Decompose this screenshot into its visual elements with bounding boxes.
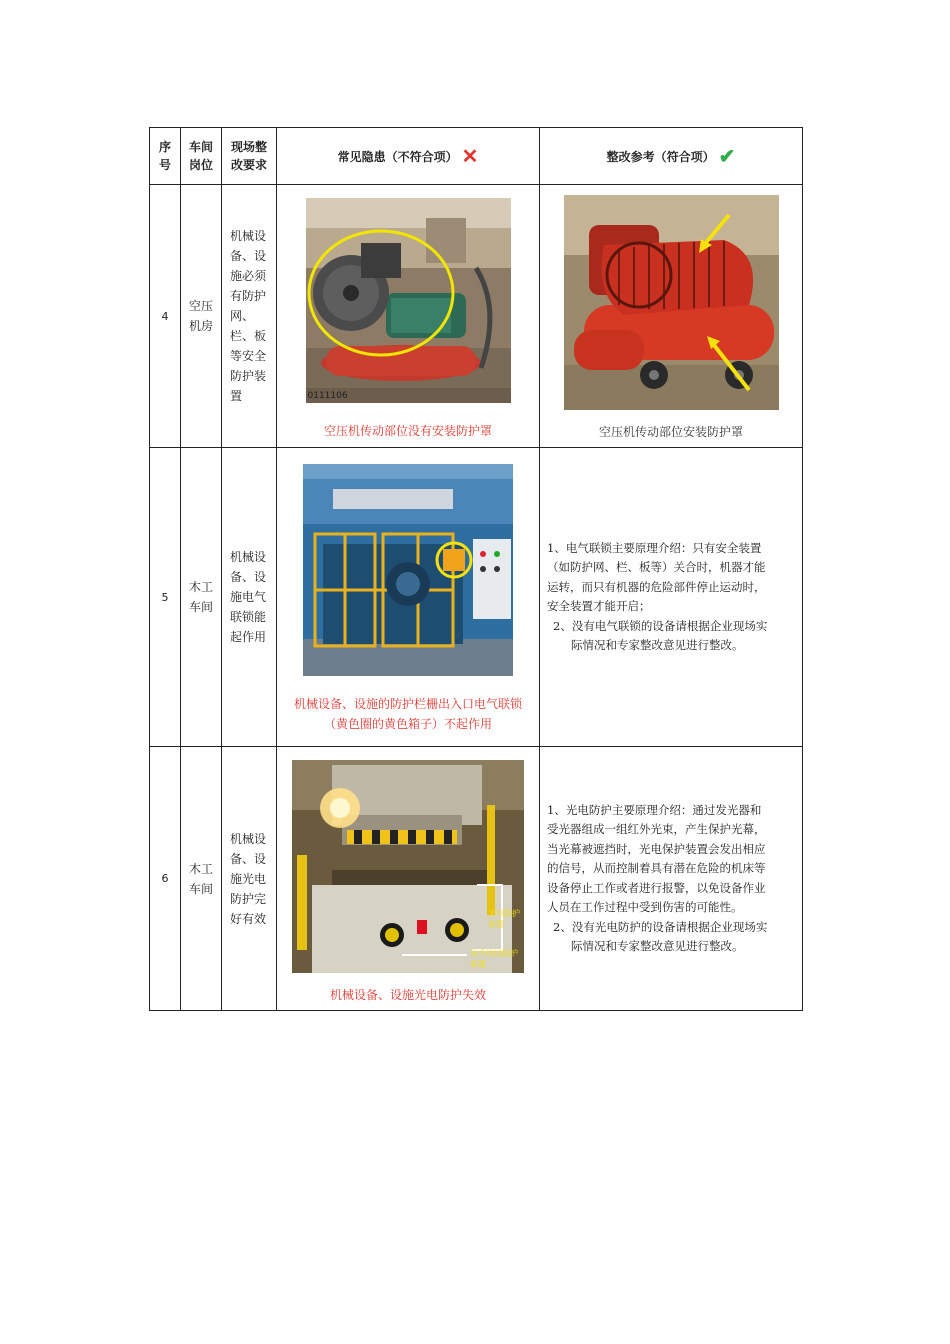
photo-watermark: 0111106: [307, 390, 348, 401]
cross-icon: ✕: [461, 143, 479, 168]
interlock-guard-photo: [303, 464, 513, 676]
compressor-no-guard-photo: [306, 198, 511, 403]
hazard-caption-line-1: 机械设备、设施的防护栏栅出入口电气联锁: [293, 697, 522, 711]
fix-cell: [540, 185, 803, 448]
check-icon: ✔: [718, 143, 736, 168]
desc-line: 运转，而只有机器的危险部件停止运动时，: [547, 579, 766, 594]
desc-line: 1、电气联锁主要原理介绍：只有安全装置: [547, 540, 762, 555]
desc-line: 1、光电防护主要原理介绍：通过发光器和: [547, 802, 762, 817]
hazard-caption: 空压机传动部位没有安装防护罩: [323, 423, 492, 438]
row-requirement: 机械设备、设施电气联锁能起作用: [222, 448, 277, 747]
header-hazard: [277, 128, 540, 185]
row-number: 5: [150, 448, 181, 747]
hazard-cell: [277, 747, 540, 1011]
fix-caption: 空压机传动部位安装防护罩: [598, 424, 743, 439]
desc-line: 受光器组成一组红外光束，产生保护光幕，: [547, 822, 766, 836]
table-row: [150, 185, 803, 448]
fix-cell: [540, 747, 803, 1011]
header-requirement: 现场整改要求: [222, 128, 277, 185]
desc-line: 2、没有电气联锁的设备请根据企业现场实: [553, 618, 768, 633]
desc-line: 的信号，从而控制着具有潜在危险的机床等: [547, 861, 766, 875]
light-curtain-description: [540, 801, 802, 957]
row-department: 木工车间: [181, 747, 222, 1011]
hazard-cell: [277, 185, 540, 448]
desc-line: （如防护网、栏、板等）关合时，机器才能: [547, 560, 766, 574]
desc-line: 当光幕被遮挡时，光电保护装置会发出相应: [547, 841, 766, 856]
row-department: 木工车间: [181, 448, 222, 747]
header-fix: [540, 128, 803, 185]
row-requirement: 机械设备、设施光电防护完好有效: [222, 747, 277, 1011]
hazard-rectification-table: [149, 127, 803, 1011]
hazard-caption: 机械设备、设施光电防护失效: [329, 988, 486, 1002]
desc-line: 人员在工作过程中受到伤害的可能性。: [547, 900, 743, 914]
hazard-caption-line-2: （黄色圈的黄色箱子）不起作用: [323, 717, 492, 731]
row-department: 空压机房: [181, 185, 222, 448]
desc-line: 2、没有光电防护的设备请根据企业现场实: [553, 919, 768, 934]
desc-line: 际情况和专家整改意见进行整改。: [571, 638, 744, 652]
desc-line: 安全装置才能开启；: [547, 599, 651, 613]
header-dept: 车间岗位: [181, 128, 222, 185]
header-hazard-label: 常见隐患（不符合项）: [337, 149, 458, 164]
header-fix-label: 整改参考（符合项）: [606, 149, 715, 164]
row-requirement: 机械设备、设施必须有防护网、栏、板等安全防护装置: [222, 185, 277, 448]
header-num: 序号: [150, 128, 181, 185]
fix-cell: [540, 448, 803, 747]
light-curtain-press-photo: [292, 760, 524, 973]
table-row: [150, 747, 803, 1011]
row-number: 6: [150, 747, 181, 1011]
photo-label-two-hand: 双手按钮防护装置: [470, 949, 518, 969]
interlock-description: [540, 539, 802, 656]
desc-line: 际情况和专家整改意见进行整改。: [571, 939, 744, 953]
compressor-with-guard-photo: [564, 195, 779, 410]
desc-line: 设备停止工作或者进行报警，以免设备作业: [547, 880, 766, 895]
table-header-row: [150, 128, 803, 185]
row-number: 4: [150, 185, 181, 448]
hazard-cell: [277, 448, 540, 747]
table-row: [150, 448, 803, 747]
photo-label-light-curtain: 光电防护装置: [488, 909, 520, 929]
